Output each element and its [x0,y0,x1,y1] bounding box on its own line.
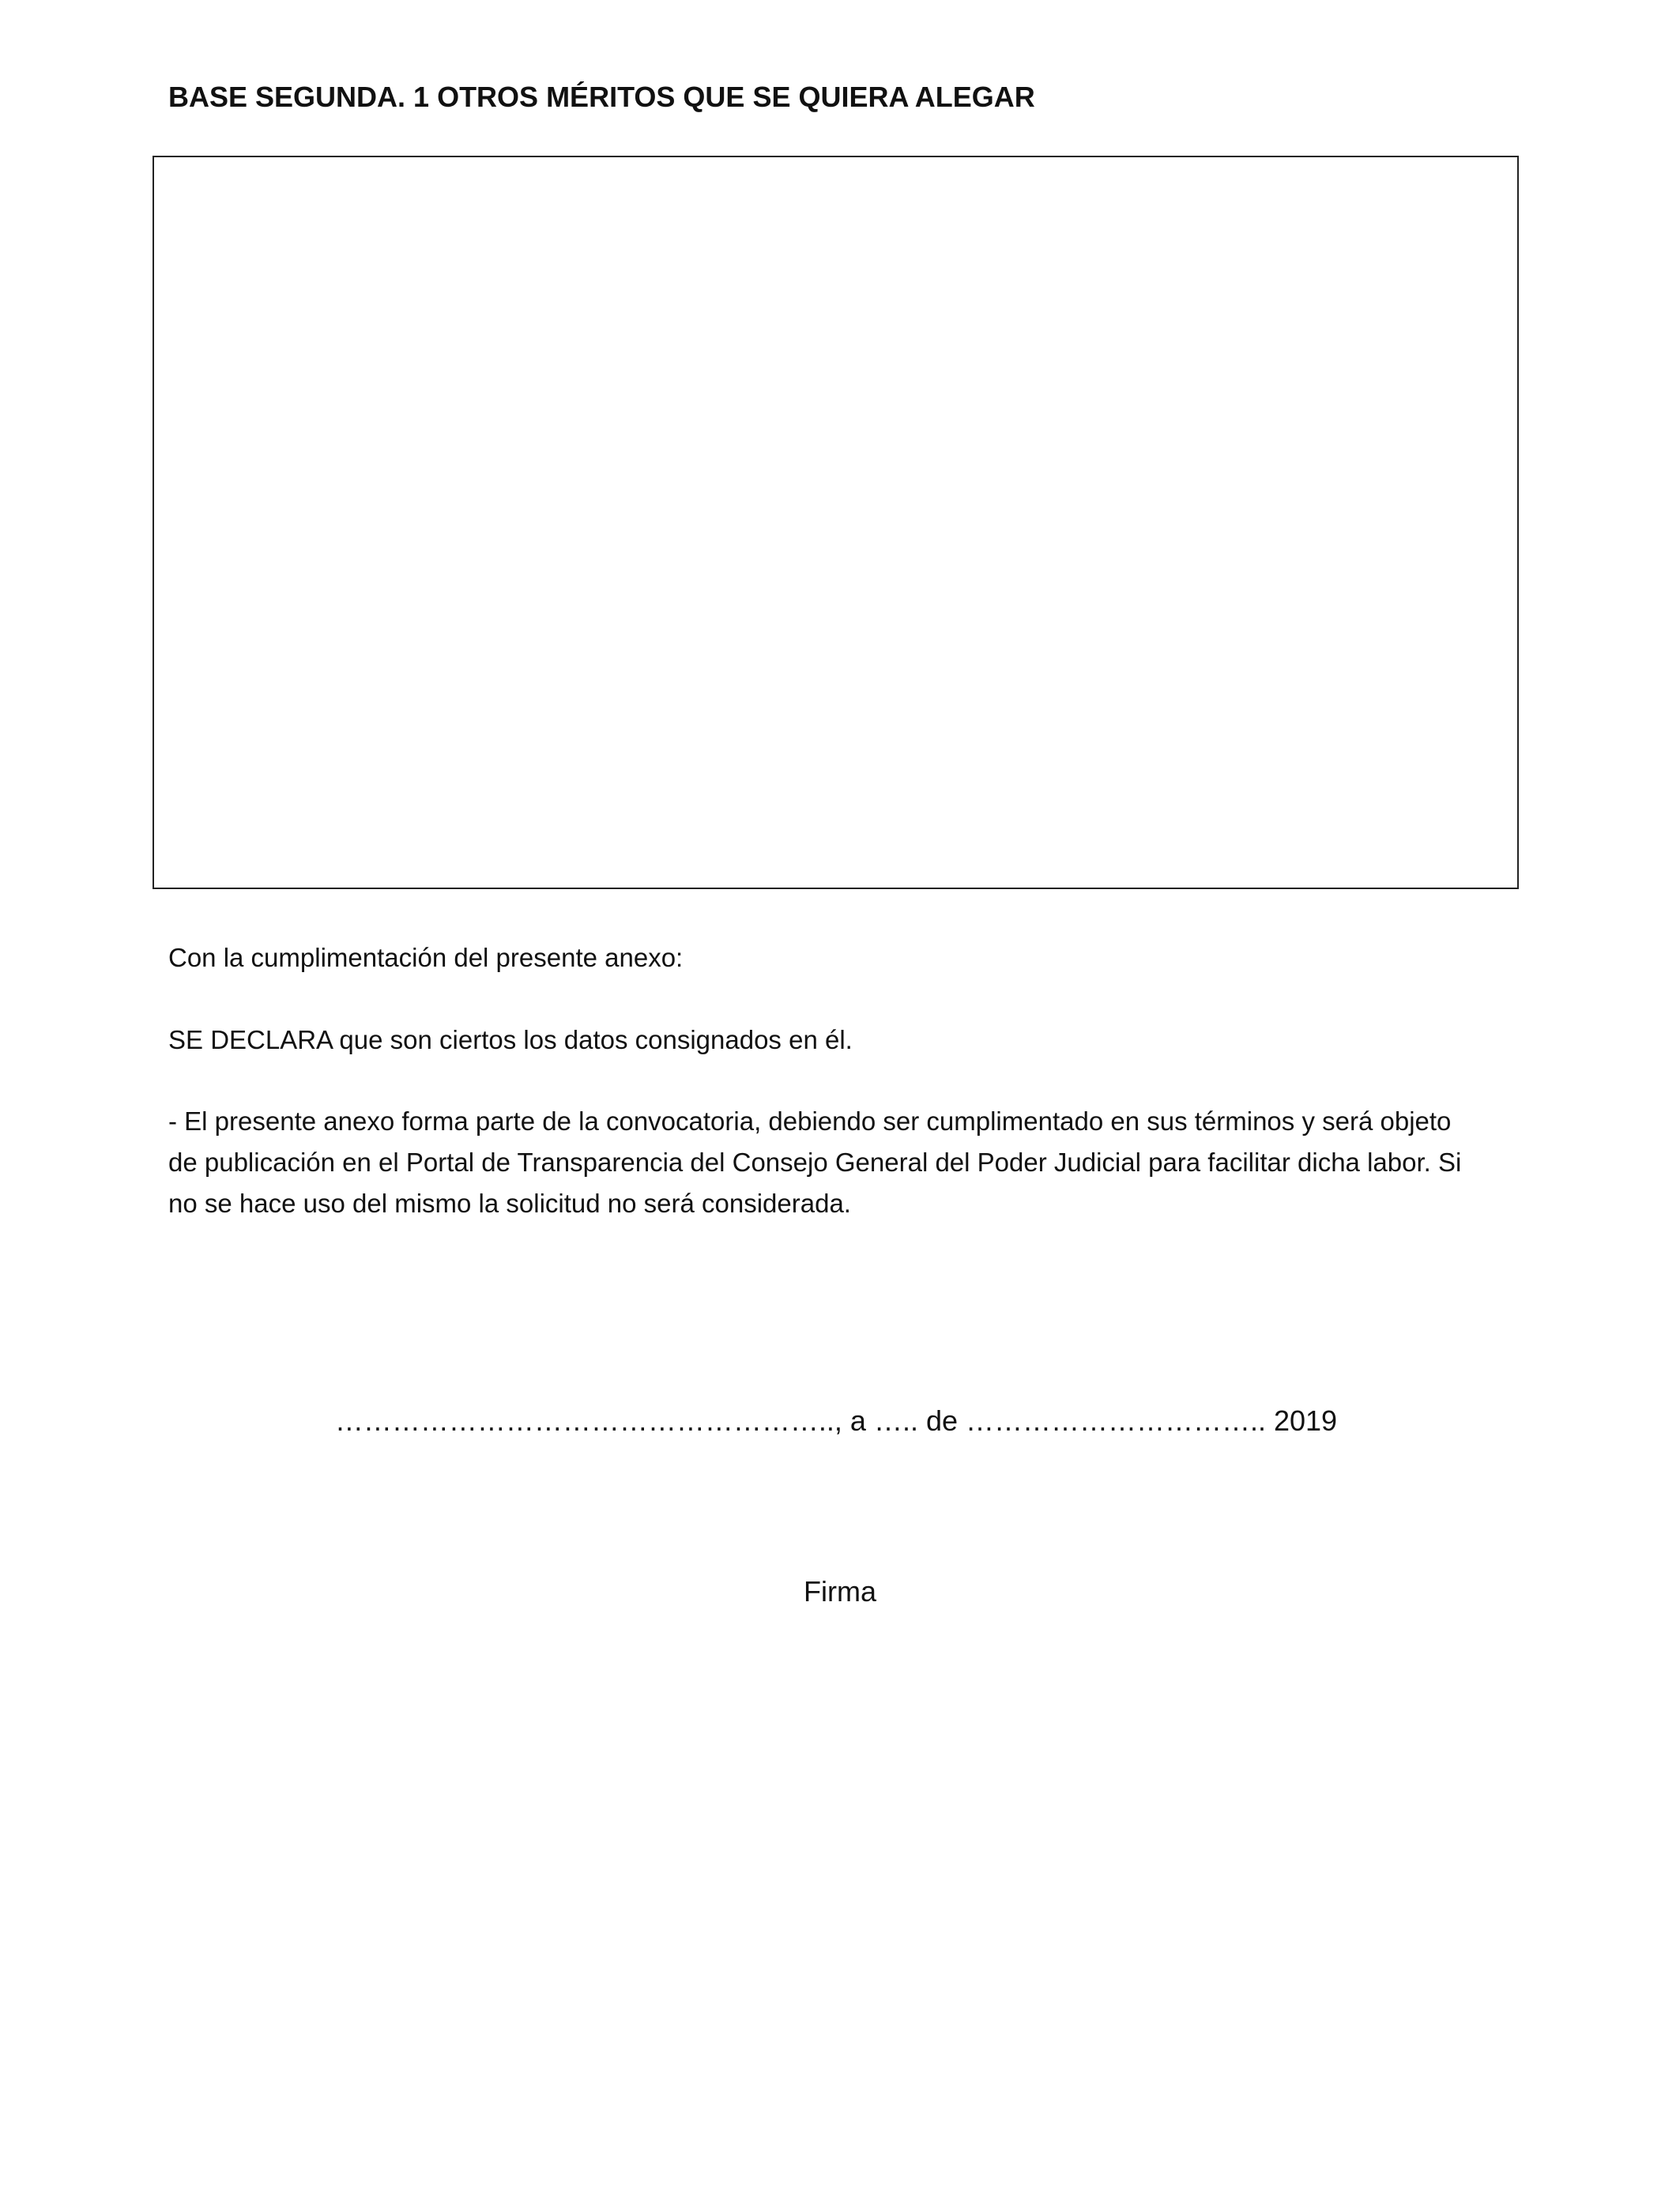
signature-label: Firma [804,1575,876,1608]
declaration-text: SE DECLARA que son ciertos los datos consignados en él. [168,1025,853,1054]
merits-text-box[interactable] [153,156,1519,889]
place-date-text: …………………………………………….., a ….. de ………………………….. 2019 [334,1404,1338,1437]
intro-text: Con la cumplimentación del presente anexo: [168,943,684,972]
notice-line: no se hace uso del mismo la solicitud no será considerada. [168,1189,851,1218]
signature-area [0,1571,1680,1612]
notice-line: de publicación en el Portal de Transparencia del Consejo General del Poder Judicial para facilitar dicha labor. Si [168,1148,1462,1177]
page-title: BASE SEGUNDA. 1 OTROS MÉRITOS QUE SE QUIERA ALEGAR [168,81,1035,113]
notice-paragraph [168,1101,1513,1224]
notice-line: - El presente anexo forma parte de la convocatoria, debiendo ser cumplimentado en sus términos y será objeto [168,1106,1452,1136]
place-date-line [0,1400,1680,1442]
